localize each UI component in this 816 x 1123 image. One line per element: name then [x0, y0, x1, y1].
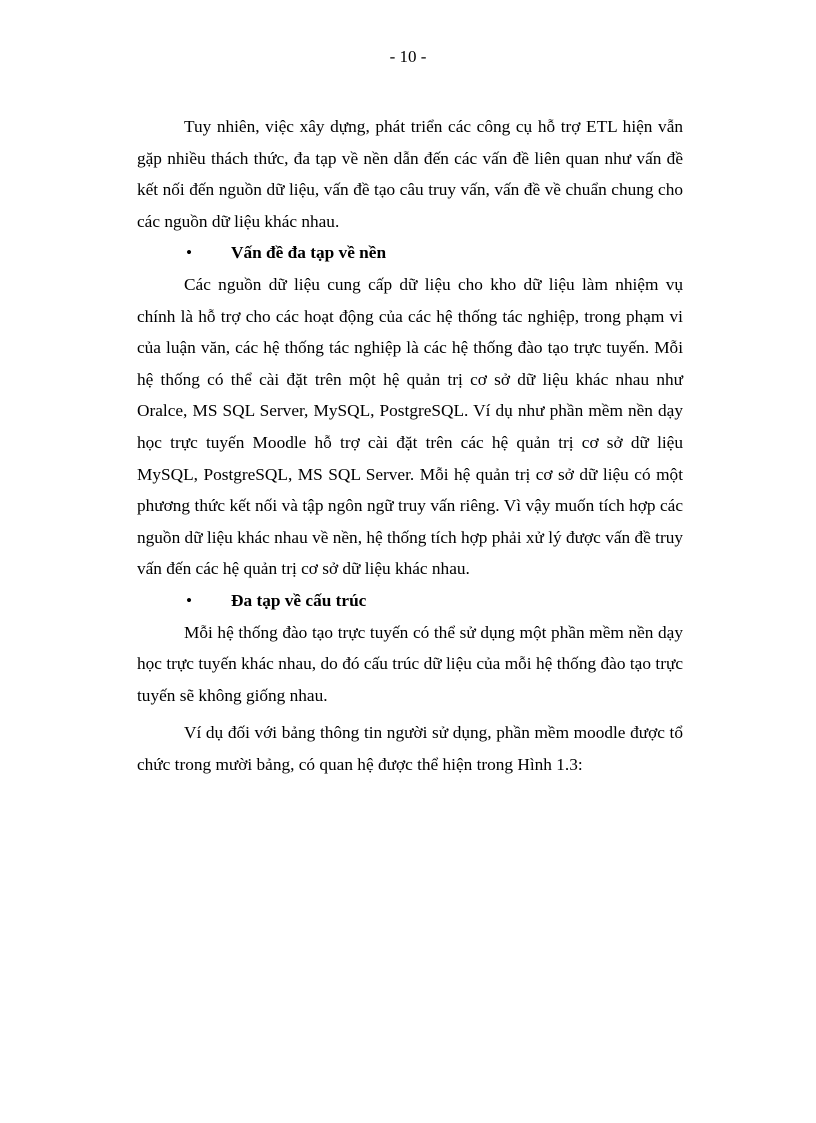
section-heading-structure-heterogeneity [137, 585, 683, 617]
bullet-icon: • [186, 243, 193, 263]
page-content [137, 111, 683, 780]
paragraph-intro: Tuy nhiên, việc xây dựng, phát triển các công cụ hỗ trợ ETL hiện vẫn gặp nhiều thách thức, đa tạp về nền dẫn đến các vấn đề liên quan như vấn đề kết nối đến nguồn dữ liệu, vấn đề tạo câu truy vấn, vấn đề về chuẩn chung cho các nguồn dữ liệu khác nhau. [137, 117, 683, 231]
heading-text: Vấn đề đa tạp về nền [231, 243, 387, 263]
page-number: - 10 - [389, 47, 427, 66]
heading-text: Đa tạp về cấu trúc [231, 590, 367, 610]
paragraph-example: Ví dụ đối với bảng thông tin người sử dụng, phần mềm moodle được tổ chức trong mười bảng, có quan hệ được thể hiện trong Hình 1.3: [137, 723, 683, 774]
paragraph-structure: Mỗi hệ thống đào tạo trực tuyến có thể sử dụng một phần mềm nền dạy học trực tuyến khác nhau, do đó cấu trúc dữ liệu của mỗi hệ thống đào tạo trực tuyến sẽ không giống nhau. [137, 622, 683, 705]
section-heading-platform-heterogeneity [137, 237, 683, 269]
bullet-icon: • [186, 590, 193, 610]
paragraph-platform: Các nguồn dữ liệu cung cấp dữ liệu cho kho dữ liệu làm nhiệm vụ chính là hỗ trợ cho các hoạt động của các hệ thống tác nghiệp, trong phạm vi của luận văn, các hệ thống tác nghiệp là các hệ thống đào tạo trực tuyến. Mỗi hệ thống có thể cài đặt trên một hệ quản trị cơ sở dữ liệu khác nhau như Oralce, MS SQL Server, MySQL, PostgreSQL. Ví dụ như phần mềm nền dạy học trực tuyến Moodle hỗ trợ cài đặt trên các hệ quản trị cơ sở dữ liệu MySQL, PostgreSQL, MS SQL Server. Mỗi hệ quản trị cơ sở dữ liệu có một phương thức kết nối và tập ngôn ngữ truy vấn riêng. Vì vậy muốn tích hợp các nguồn dữ liệu khác nhau về nền, hệ thống tích hợp phải xử lý được vấn đề truy vấn đến các hệ quản trị cơ sở dữ liệu khác nhau. [137, 274, 683, 579]
